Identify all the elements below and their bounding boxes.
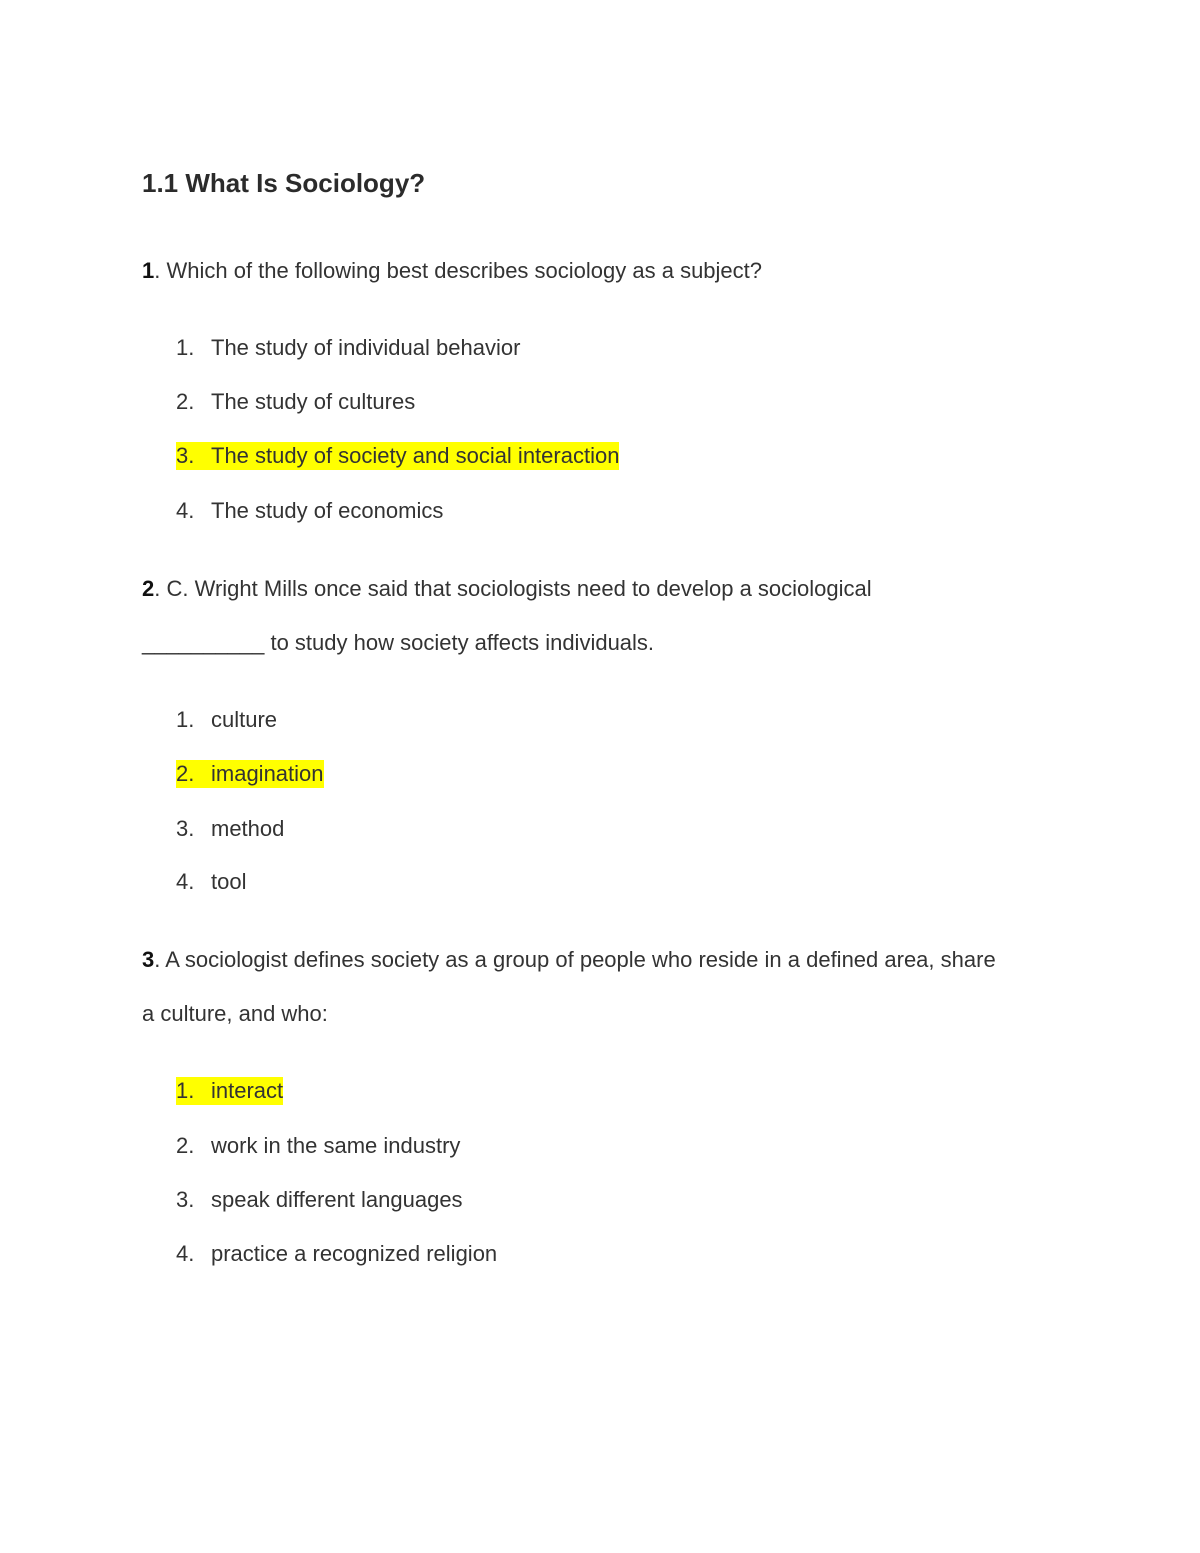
option-item-highlighted: [176, 1077, 283, 1105]
question-line: a culture, and who:: [142, 1001, 328, 1026]
option-number: 4.: [176, 1241, 195, 1266]
option-number: 2.: [176, 761, 195, 786]
option-number: 4.: [176, 498, 195, 523]
option-number: 2.: [176, 389, 195, 414]
question-3-text: [142, 946, 996, 974]
question-number: 1: [142, 258, 155, 283]
option-text: The study of individual behavior: [211, 335, 521, 360]
option-item: [176, 1186, 463, 1214]
question-1-text: [142, 257, 762, 285]
question-number: 2: [142, 576, 155, 601]
question-line: . Which of the following best describes sociology as a subject?: [154, 258, 763, 283]
page-title: 1.1 What Is Sociology?: [142, 168, 426, 198]
question-number: 3: [142, 947, 155, 972]
option-item: [176, 1240, 497, 1268]
option-number: 3.: [176, 1187, 195, 1212]
option-number: 1.: [176, 1078, 195, 1103]
option-text: culture: [211, 707, 278, 732]
option-item: [176, 868, 246, 896]
question-line: . C. Wright Mills once said that sociologists need to develop a sociological: [154, 576, 872, 601]
option-text: The study of economics: [211, 498, 444, 523]
option-number: 3.: [176, 816, 195, 841]
question-2-text-cont: [142, 629, 654, 657]
option-number: 4.: [176, 869, 195, 894]
option-number: 3.: [176, 443, 195, 468]
option-text: The study of cultures: [211, 389, 416, 414]
option-text: imagination: [211, 761, 324, 786]
option-number: 2.: [176, 1133, 195, 1158]
question-line: __________ to study how society affects individuals.: [142, 630, 655, 655]
option-text: practice a recognized religion: [211, 1241, 498, 1266]
option-text: speak different languages: [211, 1187, 463, 1212]
option-text: interact: [211, 1078, 284, 1103]
question-2-text: [142, 575, 872, 603]
option-number: 1.: [176, 335, 195, 360]
option-number: 1.: [176, 707, 195, 732]
option-text: work in the same industry: [211, 1133, 461, 1158]
question-line: . A sociologist defines society as a group of people who reside in a defined area, share: [154, 947, 996, 972]
option-item-highlighted: [176, 760, 324, 788]
option-text: The study of society and social interaction: [211, 443, 620, 468]
option-text: tool: [211, 869, 247, 894]
option-item: [176, 1132, 460, 1160]
option-text: method: [211, 816, 285, 841]
option-item: [176, 388, 415, 416]
option-item: [176, 706, 277, 734]
option-item: [176, 815, 284, 843]
option-item: [176, 334, 520, 362]
option-item: [176, 497, 443, 525]
question-3-text-cont: [142, 1000, 328, 1028]
option-item-highlighted: [176, 442, 619, 470]
